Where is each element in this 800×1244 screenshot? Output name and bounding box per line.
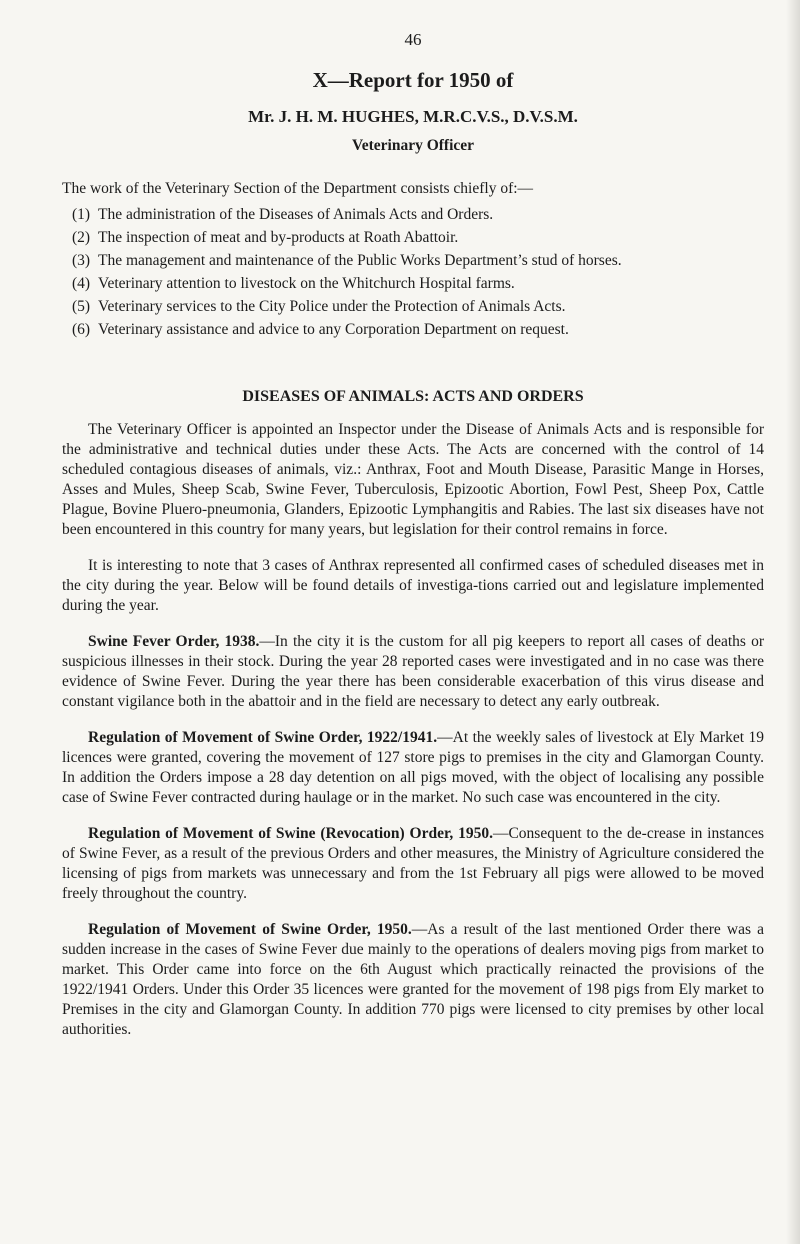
- paragraph-anthrax: It is interesting to note that 3 cases of Anthrax represented all confirmed cases of scheduled diseases met in the city during the year. Below will be found details of investiga-tions carried out and legislature implemented during the year.: [62, 557, 764, 614]
- section-heading: DISEASES OF ANIMALS: ACTS AND ORDERS: [242, 388, 584, 405]
- duties-list: [62, 205, 764, 340]
- officer-name: Mr. J. H. M. HUGHES, M.R.C.V.S., D.V.S.M.: [248, 107, 578, 126]
- list-item: (3) The management and maintenance of the Public Works Department’s stud of horses.: [72, 252, 622, 269]
- paragraph-movement-order-1950: Regulation of Movement of Swine Order, 1950.—As a result of the last mentioned Order there was a sudden increase in the cases of Swine Fever due mainly to the operations of dealers moving pigs from market to market. This Order came into force on the 6th August which practically reinacted the provisions of the 1922/1941 Orders. Under this Order 35 licences were granted for the movement of 198 pigs from Ely market to Premises in the city and Glamorgan County. In addition 770 pigs were licensed to city premises by other local authorities.: [62, 921, 765, 1038]
- intro-paragraph: The work of the Veterinary Section of the Department consists chiefly of:—: [62, 180, 534, 197]
- list-item: (1) The administration of the Diseases of Animals Acts and Orders.: [72, 206, 494, 223]
- report-title: X—Report for 1950 of: [312, 68, 514, 92]
- document-page: [62, 30, 764, 1056]
- paragraph-heading: Regulation of Movement of Swine Order, 1922/1941.: [88, 729, 438, 746]
- paragraph-movement-order-1922: Regulation of Movement of Swine Order, 1922/1941.—At the weekly sales of livestock at Ely Market 19 licences were granted, covering the movement of 127 store pigs to premises in the city and Glamorgan County. In addition the Orders impose a 28 day detention on all pigs moved, with the object of localising any possible case of Swine Fever contracted during haulage or in the market. No such case was encountered in the city.: [62, 729, 764, 806]
- paragraph-swine-fever-order: Swine Fever Order, 1938.—In the city it is the custom for all pig keepers to report all cases of deaths or suspicious illnesses in their stock. During the year 28 reported cases were investigated and in no case was there evidence of Swine Fever. During the year there has been considerable exacerbation of this virus disease and constant vigilance both in the abattoir and in the field are necessary to detect any early outbreak.: [62, 633, 765, 710]
- list-item: (6) Veterinary assistance and advice to any Corporation Department on request.: [72, 321, 569, 338]
- list-item: (5) Veterinary services to the City Police under the Protection of Animals Acts.: [72, 298, 566, 315]
- paragraph-acts: The Veterinary Officer is appointed an Inspector under the Disease of Animals Acts and is responsible for the administrative and technical duties under these Acts. The Acts are concerned with the control of 14 scheduled contagious diseases of animals, viz.: Anthrax, Foot and Mouth Disease, Parasitic Mange in Horses, Asses and Mules, Sheep Scab, Swine Fever, Tuberculosis, Epizootic Abortion, Fowl Pest, Sheep Pox, Cattle Plague, Bovine Pluero-pneumonia, Glanders, Epizootic Lymphangitis and Rabies. The last six diseases have not been encountered in this country for many years, but legislation for their control remains in force.: [62, 421, 764, 538]
- list-item: (4) Veterinary attention to livestock on the Whitchurch Hospital farms.: [72, 275, 515, 292]
- paragraph-heading: Regulation of Movement of Swine Order, 1950.: [88, 921, 412, 938]
- officer-role: Veterinary Officer: [351, 137, 475, 154]
- paragraph-heading: Swine Fever Order, 1938.: [88, 633, 260, 650]
- page-number: 46: [404, 30, 422, 49]
- page-edge-shadow: [786, 0, 800, 1244]
- list-item: (2) The inspection of meat and by-products at Roath Abattoir.: [72, 229, 459, 246]
- paragraph-heading: Regulation of Movement of Swine (Revocation) Order, 1950.: [88, 825, 493, 842]
- paragraph-revocation-order: Regulation of Movement of Swine (Revocation) Order, 1950.—Consequent to the de-crease in instances of Swine Fever, as a result of the previous Orders and other measures, the Ministry of Agriculture considered the licensing of pigs from markets was unnecessary and from the 1st February all pigs were allowed to be moved freely throughout the country.: [62, 825, 764, 902]
